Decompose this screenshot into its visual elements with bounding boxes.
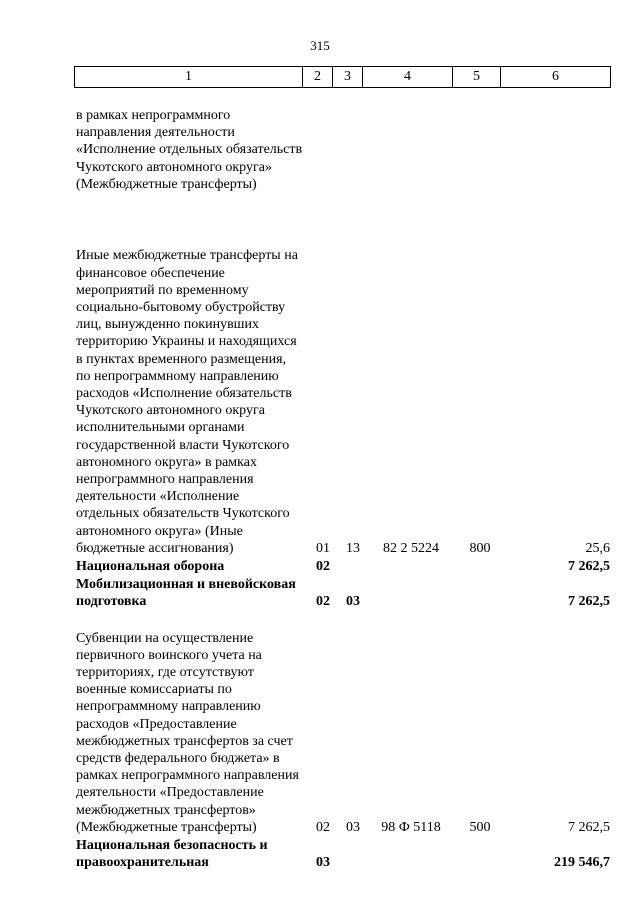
header-col-3: 3 <box>333 67 363 88</box>
row-amount: 25,6 <box>585 540 610 556</box>
header-col-6: 6 <box>501 67 611 88</box>
row-section-code: 01 <box>316 540 330 556</box>
row-description: в рамках непрограммного направления деятельности «Исполнение отдельных обязательств Чукотского автономного округа» (Межбюджетные трансферты) <box>76 107 303 192</box>
row-section-code: 02 <box>316 593 330 609</box>
table-row <box>76 90 610 193</box>
row-subsection-code: 03 <box>346 819 360 835</box>
row-description: Мобилизационная и вневойсковая подготовка <box>76 576 296 609</box>
row-target-code: 98 Ф 5118 <box>381 819 441 835</box>
header-row <box>75 67 611 88</box>
row-description: Национальная безопасность и правоохранительная <box>76 837 268 870</box>
table-row <box>76 557 610 575</box>
header-col-2: 2 <box>303 67 333 88</box>
header-col-4: 4 <box>363 67 453 88</box>
row-amount: 7 262,5 <box>568 819 610 835</box>
table-row <box>76 836 610 871</box>
row-subsection-code: 03 <box>346 593 360 609</box>
header-col-5: 5 <box>453 67 501 88</box>
row-amount: 7 262,5 <box>568 593 610 609</box>
table-header <box>74 66 611 88</box>
row-section-code: 03 <box>316 854 330 870</box>
page-number: 315 <box>310 38 330 53</box>
row-section-code: 02 <box>316 819 330 835</box>
row-section-code: 02 <box>316 558 330 574</box>
table-row <box>76 193 610 557</box>
row-description: Национальная оборона <box>76 558 225 574</box>
table-row <box>76 610 610 836</box>
header-col-1: 1 <box>75 67 303 88</box>
row-amount: 7 262,5 <box>568 558 610 574</box>
row-expense-type: 800 <box>469 540 491 556</box>
row-subsection-code: 13 <box>346 540 360 556</box>
table-row <box>76 575 610 610</box>
row-target-code: 82 2 5224 <box>383 540 439 556</box>
row-description: Иные межбюджетные трансферты на финансовое обеспечение мероприятий по временному социально-бытовому обустройству лиц, вынужденно покинувших территорию Украины и находящихся в пунктах временного размещения, по непрограммному направлению расходов «Исполнение обязательств Чукотского автономного округа исполнительными органами государственной власти Чукотского автономного округа» в рамках непрограммного направления деятельности «Исполнение отдельных обязательств Чукотского автономного округа» (Иные бюджетные ассигнования) <box>76 248 298 556</box>
row-amount: 219 546,7 <box>554 854 610 870</box>
row-expense-type: 500 <box>469 819 491 835</box>
row-description: Субвенции на осуществление первичного воинского учета на территориях, где отсутствуют военные комиссариаты по непрограммному направлению расходов «Предоставление межбюджетных трансфертов за счет средств федерального бюджета» в рамках непрограммного направления деятельности «Предоставление межбюджетных трансфертов» (Межбюджетные трансферты) <box>76 630 299 835</box>
